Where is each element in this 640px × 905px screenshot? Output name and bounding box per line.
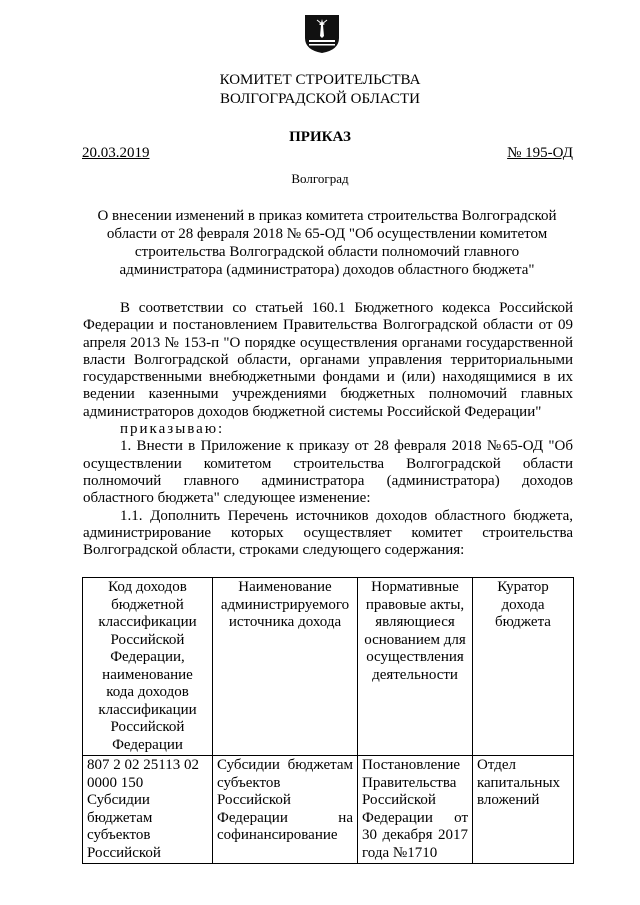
subject-line: О внесении изменений в приказ комитета строительства Волгоградской <box>97 208 557 224</box>
organization-name <box>0 71 640 109</box>
table-cell-curator: Отдел капитальных вложений <box>473 756 574 864</box>
order-word: приказываю: <box>120 421 225 438</box>
organization-name-line1: КОМИТЕТ СТРОИТЕЛЬСТВА <box>219 72 421 88</box>
document-body <box>83 300 573 559</box>
document-date: 20.03.2019 <box>82 145 150 161</box>
subject-line: администратора (администратора) доходов областного бюджета" <box>119 262 535 278</box>
header-cell-legal-acts: Нормативные правовые акты, являющиеся основанием для осуществления деятельности <box>358 578 473 756</box>
header-cell-curator: Куратор дохода бюджета <box>473 578 574 756</box>
volgograd-coat-of-arms-icon <box>304 14 340 54</box>
header-cell-name: Наименование администрируемого источника дохода <box>213 578 358 756</box>
table-cell-name: Субсидии бюджетам субъектов Российской Федерации на софинансирование <box>213 756 358 864</box>
preamble-paragraph: В соответствии со статьей 160.1 Бюджетного кодекса Российской Федерации и постановлением Правительства Волгоградской области от 09 апреля 2013 № 153-п "О порядке осуществления органами государственной власти Волгоградской области, органами управления территориальными государственными внебюджетными фондами и (или) находящимися в их ведении казенными учреждениями бюджетных полномочий главных администраторов доходов бюджетной системы Российской Федерации" <box>83 300 573 420</box>
income-sources-table <box>82 577 574 864</box>
table-cell-legal-acts: Постановление Правительства Российской Федерации от 30 декабря 2017 года №1710 <box>358 756 473 864</box>
subject-line: области от 28 февраля 2018 № 65-ОД "Об осуществлении комитетом <box>106 226 548 242</box>
table-header-row <box>83 578 574 756</box>
document-subject <box>96 207 558 279</box>
organization-name-line2: ВОЛГОГРАДСКОЙ ОБЛАСТИ <box>220 91 420 107</box>
header-cell-code: Код доходов бюджетной классификации Российской Федерации, наименование кода доходов классификации Российской Федерации <box>83 578 213 756</box>
subject-line: строительства Волгоградской области полномочий главного <box>134 244 520 260</box>
table-row <box>83 756 574 864</box>
item-1-paragraph: 1. Внести в Приложение к приказу от 28 февраля 2018 №65-ОД "Об осуществлении комитетом строительства Волгоградской области полномочий главного администратора (администратора) доходов областного бюджета" следующее изменение: <box>83 438 573 507</box>
document-city: Волгоград <box>291 171 349 186</box>
document-type-title: ПРИКАЗ <box>289 129 351 145</box>
document-number: № 195-ОД <box>507 145 573 161</box>
item-1-1-paragraph: 1.1. Дополнить Перечень источников доходов областного бюджета, администрирование которых осуществляет комитет строительства Волгоградской области, строками следующего содержания: <box>83 507 573 559</box>
table-cell-code: 807 2 02 25113 02 0000 150 Субсидии бюджетам субъектов Российской <box>83 756 213 864</box>
